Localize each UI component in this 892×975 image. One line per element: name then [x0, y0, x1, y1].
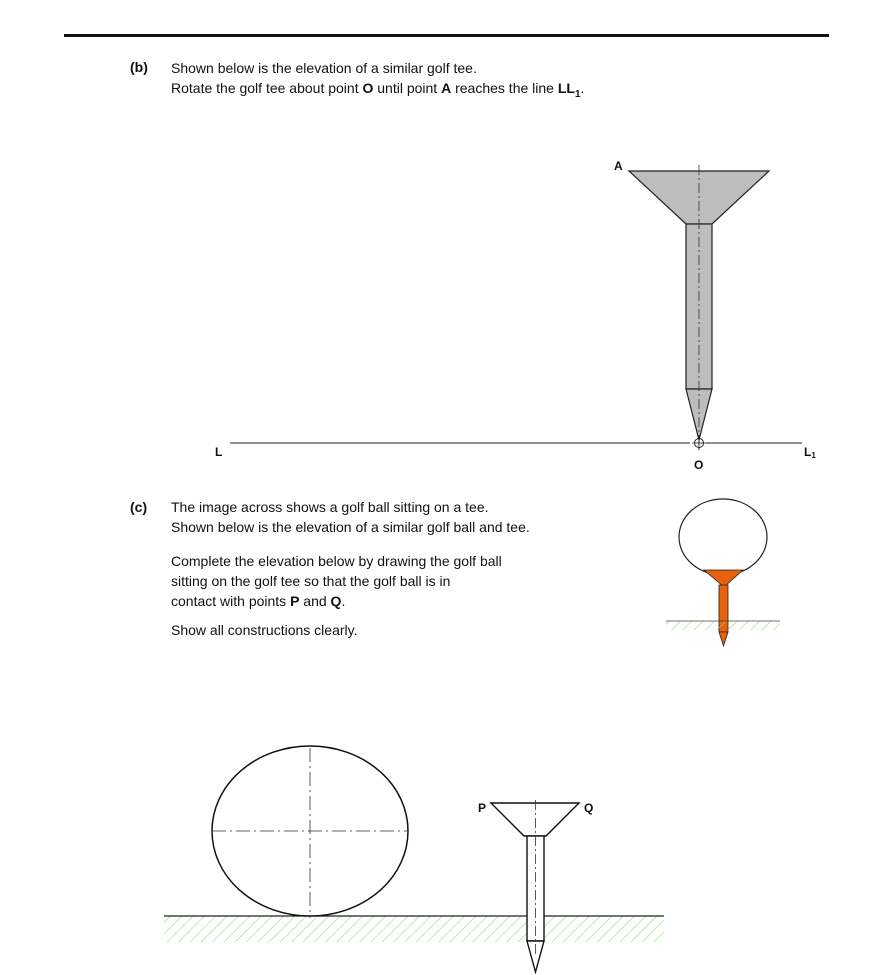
tee-shaft-elevation [527, 836, 544, 941]
part-c-line-3: Complete the elevation below by drawing the golf ball [171, 553, 502, 569]
label-l: L [215, 445, 223, 459]
part-b-label: (b) [130, 59, 148, 75]
part-c-line-6: Show all constructions clearly. [171, 622, 358, 638]
part-c-diagram [164, 746, 664, 972]
tee-point [686, 389, 712, 440]
illustration-ball [679, 499, 767, 575]
illustration-tee-point [719, 632, 728, 646]
part-b-line-2: Rotate the golf tee about point O until point A reaches the line $LL_1$. [171, 80, 585, 100]
label-point-a: A [614, 159, 623, 173]
illustration-grass [666, 621, 780, 630]
label-point-o: O [694, 458, 704, 472]
tee-head-elevation [491, 803, 579, 836]
part-c-label: (c) [130, 499, 148, 515]
part-c-line-2: Shown below is the elevation of a similar golf ball and tee. [171, 519, 530, 535]
illustration-tee-head [704, 570, 743, 587]
part-b-line-1: Shown below is the elevation of a similar golf tee. [171, 60, 477, 76]
golf-ball-illustration [666, 499, 780, 646]
label-point-p: P [478, 801, 487, 815]
part-b-diagram [215, 159, 816, 472]
ground-hatching [164, 916, 664, 942]
label-point-q: Q [584, 801, 594, 815]
part-c-line-4: sitting on the golf tee so that the golf ball is in [171, 573, 451, 589]
part-c-line-5: contact with points P and Q. [171, 593, 346, 609]
part-c-line-1: The image across shows a golf ball sitting on a tee. [171, 499, 489, 515]
label-l1: L1 [804, 445, 816, 460]
